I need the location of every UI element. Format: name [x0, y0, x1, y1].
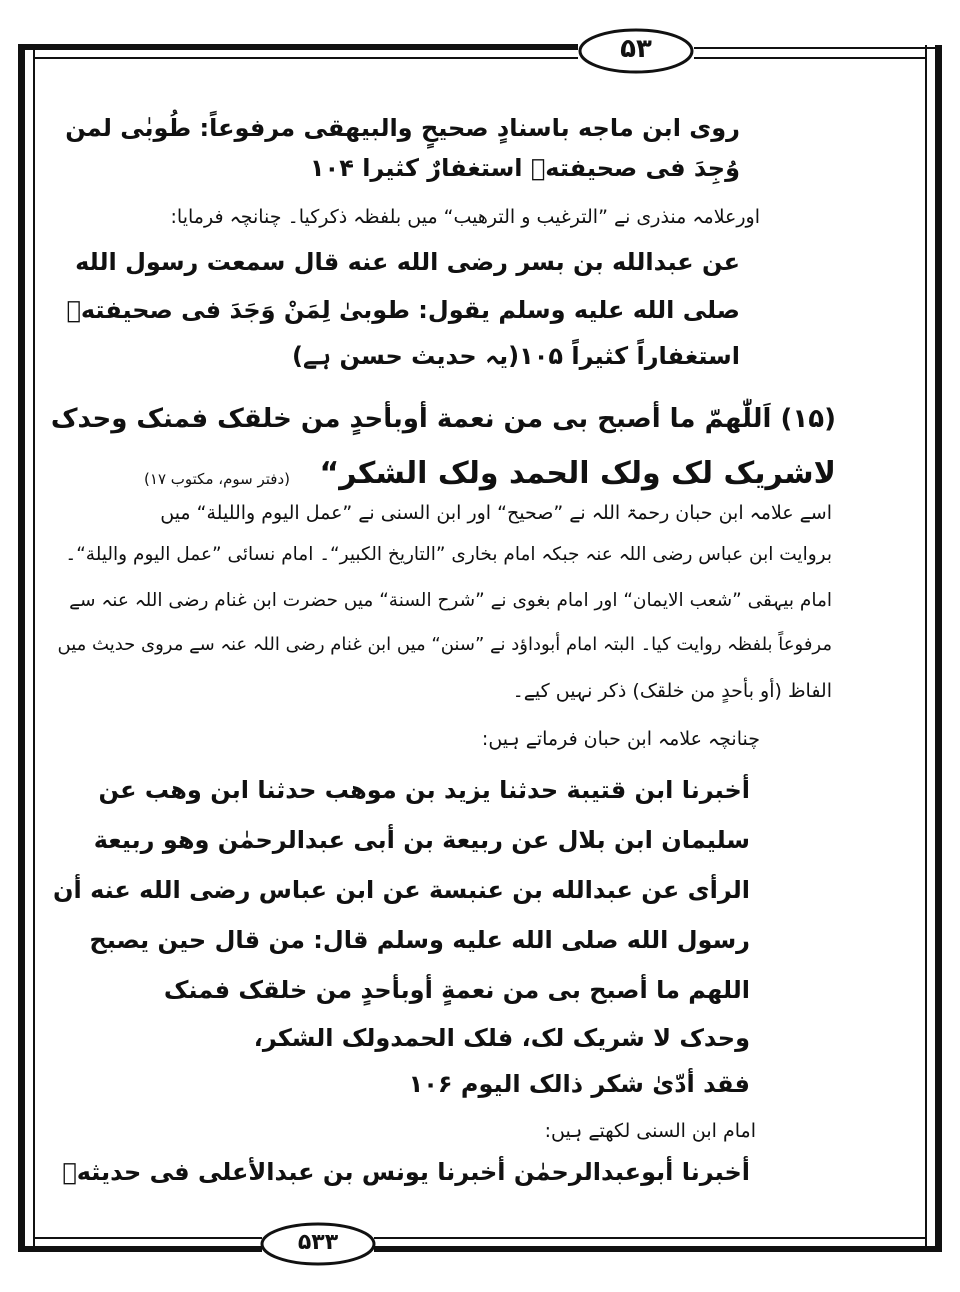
page-number-bottom: ۵۳۳ [297, 1230, 339, 1255]
arabic-line: وحدک لا شریک لک، فلک الحمدولک الشکر، [253, 1024, 750, 1052]
supplication-heading: (۱۵) اَللّٰهمّ ما أصبح بی من نعمة أوبأحدٍ من خلقک فمنک وحدک [50, 404, 836, 434]
supplication-heading: لاشریک لک ولک الحمد ولک الشکر“ [319, 456, 836, 491]
arabic-line: أخبرنا ابن قتیبة حدثنا یزید بن موهب حدثنا ابن وهب عن [98, 776, 750, 804]
arabic-line: استغفاراً کثیراً ۱۰۵(یہ حدیث حسن ہے) [292, 342, 740, 370]
arabic-line: فقد أدّیٰ شکر ذالک الیوم ۱۰۶ [408, 1070, 750, 1098]
urdu-line: بروایت ابن عباس رضی اللہ عنہ جبکہ امام بخاری ”التاریخ الکبیر“۔ امام نسائی ”عمل الیوم والیلة“۔ [65, 544, 832, 565]
urdu-line: اورعلامہ منذری نے ”الترغیب و الترهیب“ میں بلفظہ ذکرکیا۔ چنانچہ فرمایا: [170, 206, 760, 228]
urdu-line: چنانچہ علامہ ابن حبان فرماتے ہیں: [481, 728, 760, 750]
arabic-line: وُجِدَ فی صحیفتهٖ استغفارٌ کثیرا ۱۰۴ [309, 154, 740, 182]
arabic-line: أخبرنا أبوعبدالرحمٰن أخبرنا یونس بن عبدالأعلی فی حدیثهٖ [62, 1158, 750, 1186]
arabic-line: صلی الله علیه وسلم یقول: طوبیٰ لِمَنْ وَجَدَ فی صحیفتهٖ [66, 296, 740, 324]
urdu-line: مرفوعاً بلفظہ روایت کیا۔ البتہ امام أبوداؤد نے ”سنن“ میں ابن غنام رضی اللہ عنہ سے مروی حدیث میں [57, 634, 832, 655]
arabic-line: عن عبدالله بن بسر رضی الله عنه قال سمعت رسول الله [75, 248, 740, 276]
page-number-top: ۵۳ [620, 34, 652, 64]
urdu-line: امام ابن السنی لکھتے ہیں: [544, 1120, 756, 1142]
arabic-line: روی ابن ماجه باسنادٍ صحیحٍ والبیهقی مرفوعاً: طُوبٰی لمن [65, 114, 740, 142]
arabic-line: سلیمان ابن بلال عن ربیعة بن أبی عبدالرحمٰن وهو ربیعة [93, 826, 750, 854]
arabic-line: الرأی عن عبدالله بن عنبسة عن ابن عباس رضی الله عنه أن [53, 876, 750, 904]
arabic-line: اللهم ما أصبح بی من نعمةٍ أوبأحدٍ من خلقک فمنک [163, 976, 750, 1004]
reference-note: (دفتر سوم، مکتوب ۱۷) [144, 470, 290, 488]
urdu-line: امام بیہقی ”شعب الایمان“ اور امام بغوی نے ”شرح السنة“ میں حضرت ابن غنام رضی اللہ عنہ سے [69, 590, 832, 611]
arabic-line: رسول الله صلی الله علیه وسلم قال: من قال حین یصبح [89, 926, 750, 954]
urdu-line: اسے علامہ ابن حبان رحمۃ اللہ نے ”صحیح“ اور ابن السنی نے ”عمل الیوم والليلة“ میں [160, 502, 832, 524]
urdu-line: الفاظ (أو بأحدٍ من خلقک) ذکر نہیں کیے۔ [512, 680, 832, 702]
